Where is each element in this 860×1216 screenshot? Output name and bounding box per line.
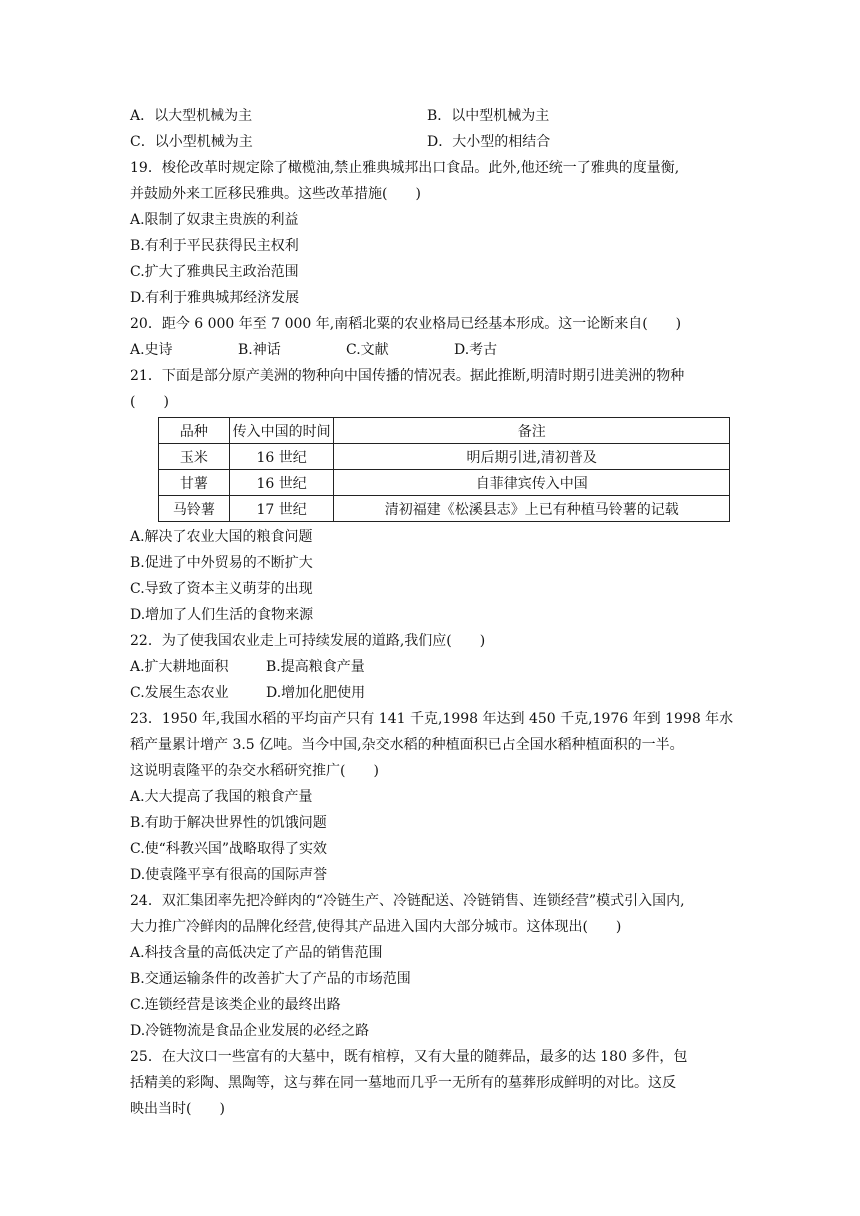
q22-option-d[interactable]: D.增加化肥使用 (266, 685, 366, 701)
q21-stem-line2: ( ) (130, 394, 169, 410)
q24-stem-line1: 24．双汇集团率先把冷鲜肉的“冷链生产、冷链配送、冷链销售、连锁经营”模式引入国内, (130, 893, 685, 909)
table-row (159, 496, 730, 522)
table-header-cell: 传入中国的时间 (229, 418, 334, 444)
q24-option-d[interactable]: D.冷链物流是食品企业发展的必经之路 (130, 1023, 370, 1039)
q20-stem: 20．距今 6 000 年至 7 000 年,南稻北粟的农业格局已经基本形成。这一论断来自( ) (130, 316, 682, 332)
q22-options-row1 (130, 654, 730, 680)
q20-option-d[interactable]: D.考古 (454, 342, 498, 358)
q21-option-d[interactable]: D.增加了人们生活的食物来源 (130, 607, 314, 623)
q22-stem: 22．为了使我国农业走上可持续发展的道路,我们应( ) (130, 633, 486, 649)
table-row (159, 470, 730, 496)
q18-option-c[interactable]: C．以小型机械为主 (130, 134, 253, 150)
q23-option-c[interactable]: C.使“科教兴国”战略取得了实效 (130, 841, 327, 857)
table-header-cell: 品种 (159, 418, 230, 444)
table-cell: 马铃薯 (159, 496, 230, 522)
table-cell: 16 世纪 (229, 444, 334, 470)
q20-option-c[interactable]: C.文献 (346, 342, 389, 358)
question-list (130, 103, 734, 1122)
table-cell: 明后期引进,清初普及 (334, 444, 730, 470)
q24-option-b[interactable]: B.交通运输条件的改善扩大了产品的市场范围 (130, 971, 411, 987)
table-cell: 自菲律宾传入中国 (334, 470, 730, 496)
q23-option-b[interactable]: B.有助于解决世界性的饥饿问题 (130, 815, 327, 831)
table-cell: 17 世纪 (229, 496, 334, 522)
q20-option-b[interactable]: B.神话 (238, 342, 281, 358)
q18-option-b[interactable]: B．以中型机械为主 (427, 108, 550, 124)
q18-option-a[interactable]: A．以大型机械为主 (130, 108, 253, 124)
q22-option-c[interactable]: C.发展生态农业 (130, 685, 229, 701)
q19-option-a[interactable]: A.限制了奴隶主贵族的利益 (130, 212, 299, 228)
table-row (159, 444, 730, 470)
q18-option-d[interactable]: D．大小型的相结合 (427, 134, 551, 150)
q25-stem-line1: 25．在大汶口一些富有的大墓中，既有棺椁，又有大量的随葬品，最多的达 180 多件，包 (130, 1049, 688, 1065)
species-table (158, 417, 730, 522)
q22-option-b[interactable]: B.提高粮食产量 (266, 659, 365, 675)
table-cell: 清初福建《松溪县志》上已有种植马铃薯的记载 (334, 496, 730, 522)
q19-option-d[interactable]: D.有利于雅典城邦经济发展 (130, 290, 300, 306)
q20-options (130, 337, 730, 363)
q19-stem-line1: 19．梭伦改革时规定除了橄榄油,禁止雅典城邦出口食品。此外,他还统一了雅典的度量衡, (130, 160, 680, 176)
q24-option-c[interactable]: C.连锁经营是该类企业的最终出路 (130, 997, 341, 1013)
q20-option-a[interactable]: A.史诗 (130, 342, 173, 358)
q19-option-c[interactable]: C.扩大了雅典民主政治范围 (130, 264, 299, 280)
q21-option-b[interactable]: B.促进了中外贸易的不断扩大 (130, 555, 313, 571)
q22-option-a[interactable]: A.扩大耕地面积 (130, 659, 229, 675)
q19-option-b[interactable]: B.有利于平民获得民主权利 (130, 238, 299, 254)
q23-option-a[interactable]: A.大大提高了我国的粮食产量 (130, 789, 313, 805)
q21-option-a[interactable]: A.解决了农业大国的粮食问题 (130, 529, 313, 545)
q22-options-row2 (130, 680, 730, 706)
q25-stem-line2: 括精美的彩陶、黑陶等，这与葬在同一墓地而几乎一无所有的墓葬形成鲜明的对比。这反 (130, 1075, 676, 1091)
q19-stem-line2: 并鼓励外来工匠移民雅典。这些改革措施( ) (130, 186, 421, 202)
table-cell: 玉米 (159, 444, 230, 470)
table-header-cell: 备注 (334, 418, 730, 444)
q18-options-row1 (130, 103, 730, 129)
q23-option-d[interactable]: D.使袁隆平享有很高的国际声誉 (130, 867, 328, 883)
q24-stem-line2: 大力推广冷鲜肉的品牌化经营,使得其产品进入国内大部分城市。这体现出( ) (130, 919, 622, 935)
q23-stem-line2: 稻产量累计增产 3.5 亿吨。当今中国,杂交水稻的种植面积已占全国水稻种植面积的一半。 (130, 737, 684, 753)
q21-stem-line1: 21．下面是部分原产美洲的物种向中国传播的情况表。据此推断,明清时期引进美洲的物种 (130, 368, 685, 384)
table-cell: 甘薯 (159, 470, 230, 496)
q18-options-row2 (130, 129, 730, 155)
q25-stem-line3: 映出当时( ) (130, 1101, 225, 1117)
table-cell: 16 世纪 (229, 470, 334, 496)
q24-option-a[interactable]: A.科技含量的高低决定了产品的销售范围 (130, 945, 383, 961)
q23-stem-line3: 这说明袁隆平的杂交水稻研究推广( ) (130, 763, 379, 779)
table-header-row (159, 418, 730, 444)
q23-stem-line1: 23．1950 年,我国水稻的平均亩产只有 141 千克,1998 年达到 450 千克,1976 年到 1998 年水 (130, 711, 734, 727)
q21-option-c[interactable]: C.导致了资本主义萌芽的出现 (130, 581, 313, 597)
